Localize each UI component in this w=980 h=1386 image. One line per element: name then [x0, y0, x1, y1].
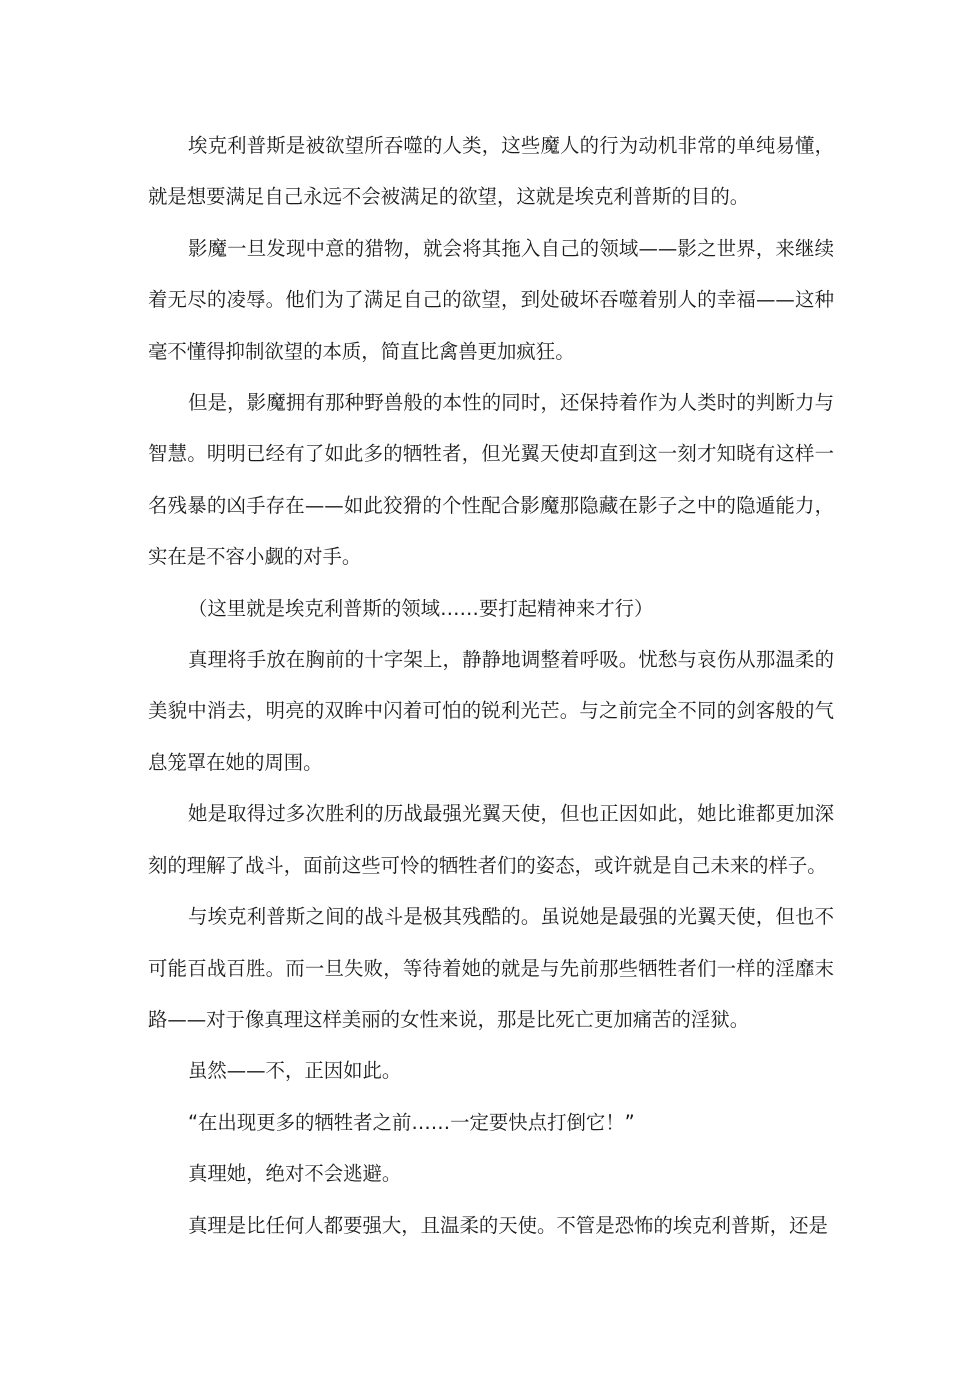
document-body	[148, 120, 834, 1251]
paragraph: 但是，影魔拥有那种野兽般的本性的同时，还保持着作为人类时的判断力与智慧。明明已经有了如此多的牺牲者，但光翼天使却直到这一刻才知晓有这样一名残暴的凶手存在——如此狡猾的个性配合影魔那隐藏在影子之中的隐遁能力，实在是不容小觑的对手。	[148, 391, 834, 569]
paragraph: 真理她，绝对不会逃避。	[188, 1162, 402, 1186]
paragraph: 虽然——不，正因如此。	[188, 1059, 402, 1083]
paragraph: “在出现更多的牺牲者之前……一定要快点打倒它！”	[188, 1110, 635, 1134]
paragraph: 影魔一旦发现中意的猎物，就会将其拖入自己的领域——影之世界，来继续着无尽的凌辱。他们为了满足自己的欲望，到处破坏吞噬着别人的幸福——这种毫不懂得抑制欲望的本质，简直比禽兽更加疯狂。	[148, 236, 834, 363]
paragraph: 与埃克利普斯之间的战斗是极其残酷的。虽说她是最强的光翼天使，但也不可能百战百胜。而一旦失败，等待着她的就是与先前那些牺牲者们一样的淫靡末路——对于像真理这样美丽的女性来说，那是比死亡更加痛苦的淫狱。	[148, 905, 834, 1031]
paragraph: 她是取得过多次胜利的历战最强光翼天使，但也正因如此，她比谁都更加深刻的理解了战斗，面前这些可怜的牺牲者们的姿态，或许就是自己未来的样子。	[148, 802, 834, 877]
paragraph: 真理将手放在胸前的十字架上，静静地调整着呼吸。忧愁与哀伤从那温柔的美貌中消去，明亮的双眸中闪着可怕的锐利光芒。与之前完全不同的剑客般的气息笼罩在她的周围。	[148, 648, 834, 774]
paragraph: 真理是比任何人都要强大，且温柔的天使。不管是恐怖的埃克利普斯，还是	[188, 1213, 828, 1237]
paragraph: 埃克利普斯是被欲望所吞噬的人类，这些魔人的行为动机非常的单纯易懂，就是想要满足自己永远不会被满足的欲望，这就是埃克利普斯的目的。	[148, 134, 834, 209]
paragraph: （这里就是埃克利普斯的领域……要打起精神来才行）	[188, 596, 654, 620]
